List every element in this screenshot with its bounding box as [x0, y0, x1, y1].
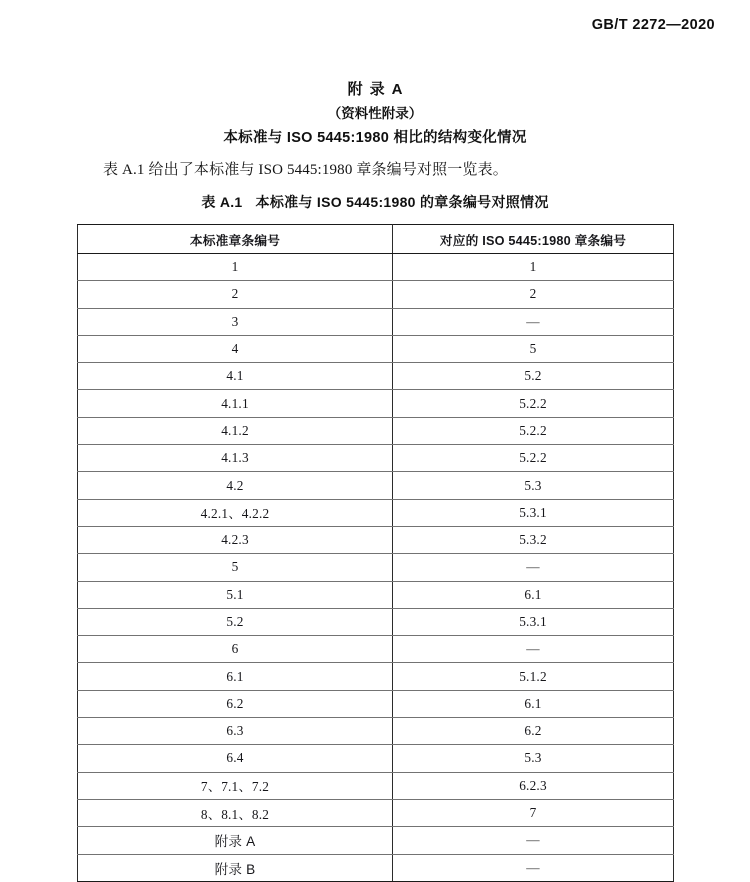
cell-iso-clause: 6.1 — [393, 690, 674, 717]
cell-iso-clause: 5.3.2 — [393, 526, 674, 553]
table-caption-label: 表 A.1 — [201, 194, 243, 210]
table-row — [78, 827, 674, 854]
table-row — [78, 718, 674, 745]
cell-iso-clause: 6.2.3 — [393, 772, 674, 799]
cell-local-clause: 1 — [78, 254, 393, 281]
table-row — [78, 554, 674, 581]
cell-iso-clause: 5.2.2 — [393, 417, 674, 444]
cell-local-clause: 6 — [78, 636, 393, 663]
chapter-comparison-table — [77, 224, 674, 882]
cell-local-clause: 附录 A — [78, 827, 393, 854]
cell-local-clause: 8、8.1、8.2 — [78, 799, 393, 826]
cell-local-clause: 4 — [78, 335, 393, 362]
table-row — [78, 526, 674, 553]
table-row — [78, 390, 674, 417]
cell-iso-clause: 5.2 — [393, 363, 674, 390]
column-header-iso-clause: 对应的 ISO 5445:1980 章条编号 — [393, 225, 674, 254]
cell-iso-clause — [393, 554, 674, 581]
comparison-table-wrapper — [77, 224, 673, 882]
table-caption — [0, 192, 750, 212]
cell-local-clause: 4.2 — [78, 472, 393, 499]
table-row — [78, 608, 674, 635]
table-row — [78, 799, 674, 826]
annex-title: 附录A — [347, 81, 410, 98]
cell-iso-clause: 5.3.1 — [393, 608, 674, 635]
cell-local-clause: 5.1 — [78, 581, 393, 608]
em-dash-placeholder: — — [526, 859, 540, 875]
cell-local-clause: 6.3 — [78, 718, 393, 745]
cell-local-clause: 6.1 — [78, 663, 393, 690]
column-header-local-clause: 本标准章条编号 — [78, 225, 393, 254]
table-row — [78, 472, 674, 499]
cell-local-clause: 4.1.3 — [78, 445, 393, 472]
annex-heading: 本标准与 ISO 5445:1980 相比的结构变化情况 — [223, 130, 527, 146]
cell-iso-clause — [393, 308, 674, 335]
em-dash-placeholder: — — [526, 832, 540, 848]
cell-iso-clause — [393, 636, 674, 663]
cell-local-clause: 7、7.1、7.2 — [78, 772, 393, 799]
cell-local-clause: 4.1.1 — [78, 390, 393, 417]
em-dash-placeholder: — — [526, 641, 540, 657]
cell-iso-clause: 5.2.2 — [393, 445, 674, 472]
cell-iso-clause: 1 — [393, 254, 674, 281]
cell-local-clause: 3 — [78, 308, 393, 335]
table-caption-title: 本标准与 ISO 5445:1980 的章条编号对照情况 — [255, 194, 549, 210]
cell-iso-clause: 5.1.2 — [393, 663, 674, 690]
table-header — [78, 225, 674, 254]
table-row — [78, 581, 674, 608]
table-row — [78, 636, 674, 663]
cell-local-clause: 5.2 — [78, 608, 393, 635]
cell-iso-clause: 5.2.2 — [393, 390, 674, 417]
cell-iso-clause — [393, 854, 674, 881]
cell-iso-clause: 2 — [393, 281, 674, 308]
cell-local-clause: 6.4 — [78, 745, 393, 772]
table-body — [78, 254, 674, 882]
cell-local-clause: 附录 B — [78, 854, 393, 881]
table-row — [78, 499, 674, 526]
cell-iso-clause: 5.3 — [393, 472, 674, 499]
cell-iso-clause: 7 — [393, 799, 674, 826]
cell-local-clause: 6.2 — [78, 690, 393, 717]
table-row — [78, 254, 674, 281]
annex-subtitle: （资料性附录） — [327, 106, 423, 121]
cell-local-clause: 4.2.3 — [78, 526, 393, 553]
table-row — [78, 417, 674, 444]
table-row — [78, 445, 674, 472]
cell-iso-clause: 5.3.1 — [393, 499, 674, 526]
table-row — [78, 663, 674, 690]
em-dash-placeholder: — — [526, 559, 540, 575]
cell-iso-clause: 6.2 — [393, 718, 674, 745]
table-row — [78, 363, 674, 390]
table-header-row — [78, 225, 674, 254]
intro-paragraph: 表 A.1 给出了本标准与 ISO 5445:1980 章条编号对照一览表。 — [103, 162, 508, 178]
cell-iso-clause: 5 — [393, 335, 674, 362]
cell-iso-clause: 5.3 — [393, 745, 674, 772]
table-row — [78, 281, 674, 308]
cell-iso-clause: 6.1 — [393, 581, 674, 608]
table-row — [78, 335, 674, 362]
table-row — [78, 854, 674, 881]
table-row — [78, 772, 674, 799]
table-row — [78, 690, 674, 717]
cell-local-clause: 2 — [78, 281, 393, 308]
table-row — [78, 308, 674, 335]
cell-iso-clause — [393, 827, 674, 854]
em-dash-placeholder: — — [526, 313, 540, 329]
cell-local-clause: 4.1.2 — [78, 417, 393, 444]
cell-local-clause: 4.2.1、4.2.2 — [78, 499, 393, 526]
cell-local-clause: 5 — [78, 554, 393, 581]
cell-local-clause: 4.1 — [78, 363, 393, 390]
table-row — [78, 745, 674, 772]
running-header-standard-number: GB/T 2272—2020 — [591, 17, 715, 33]
